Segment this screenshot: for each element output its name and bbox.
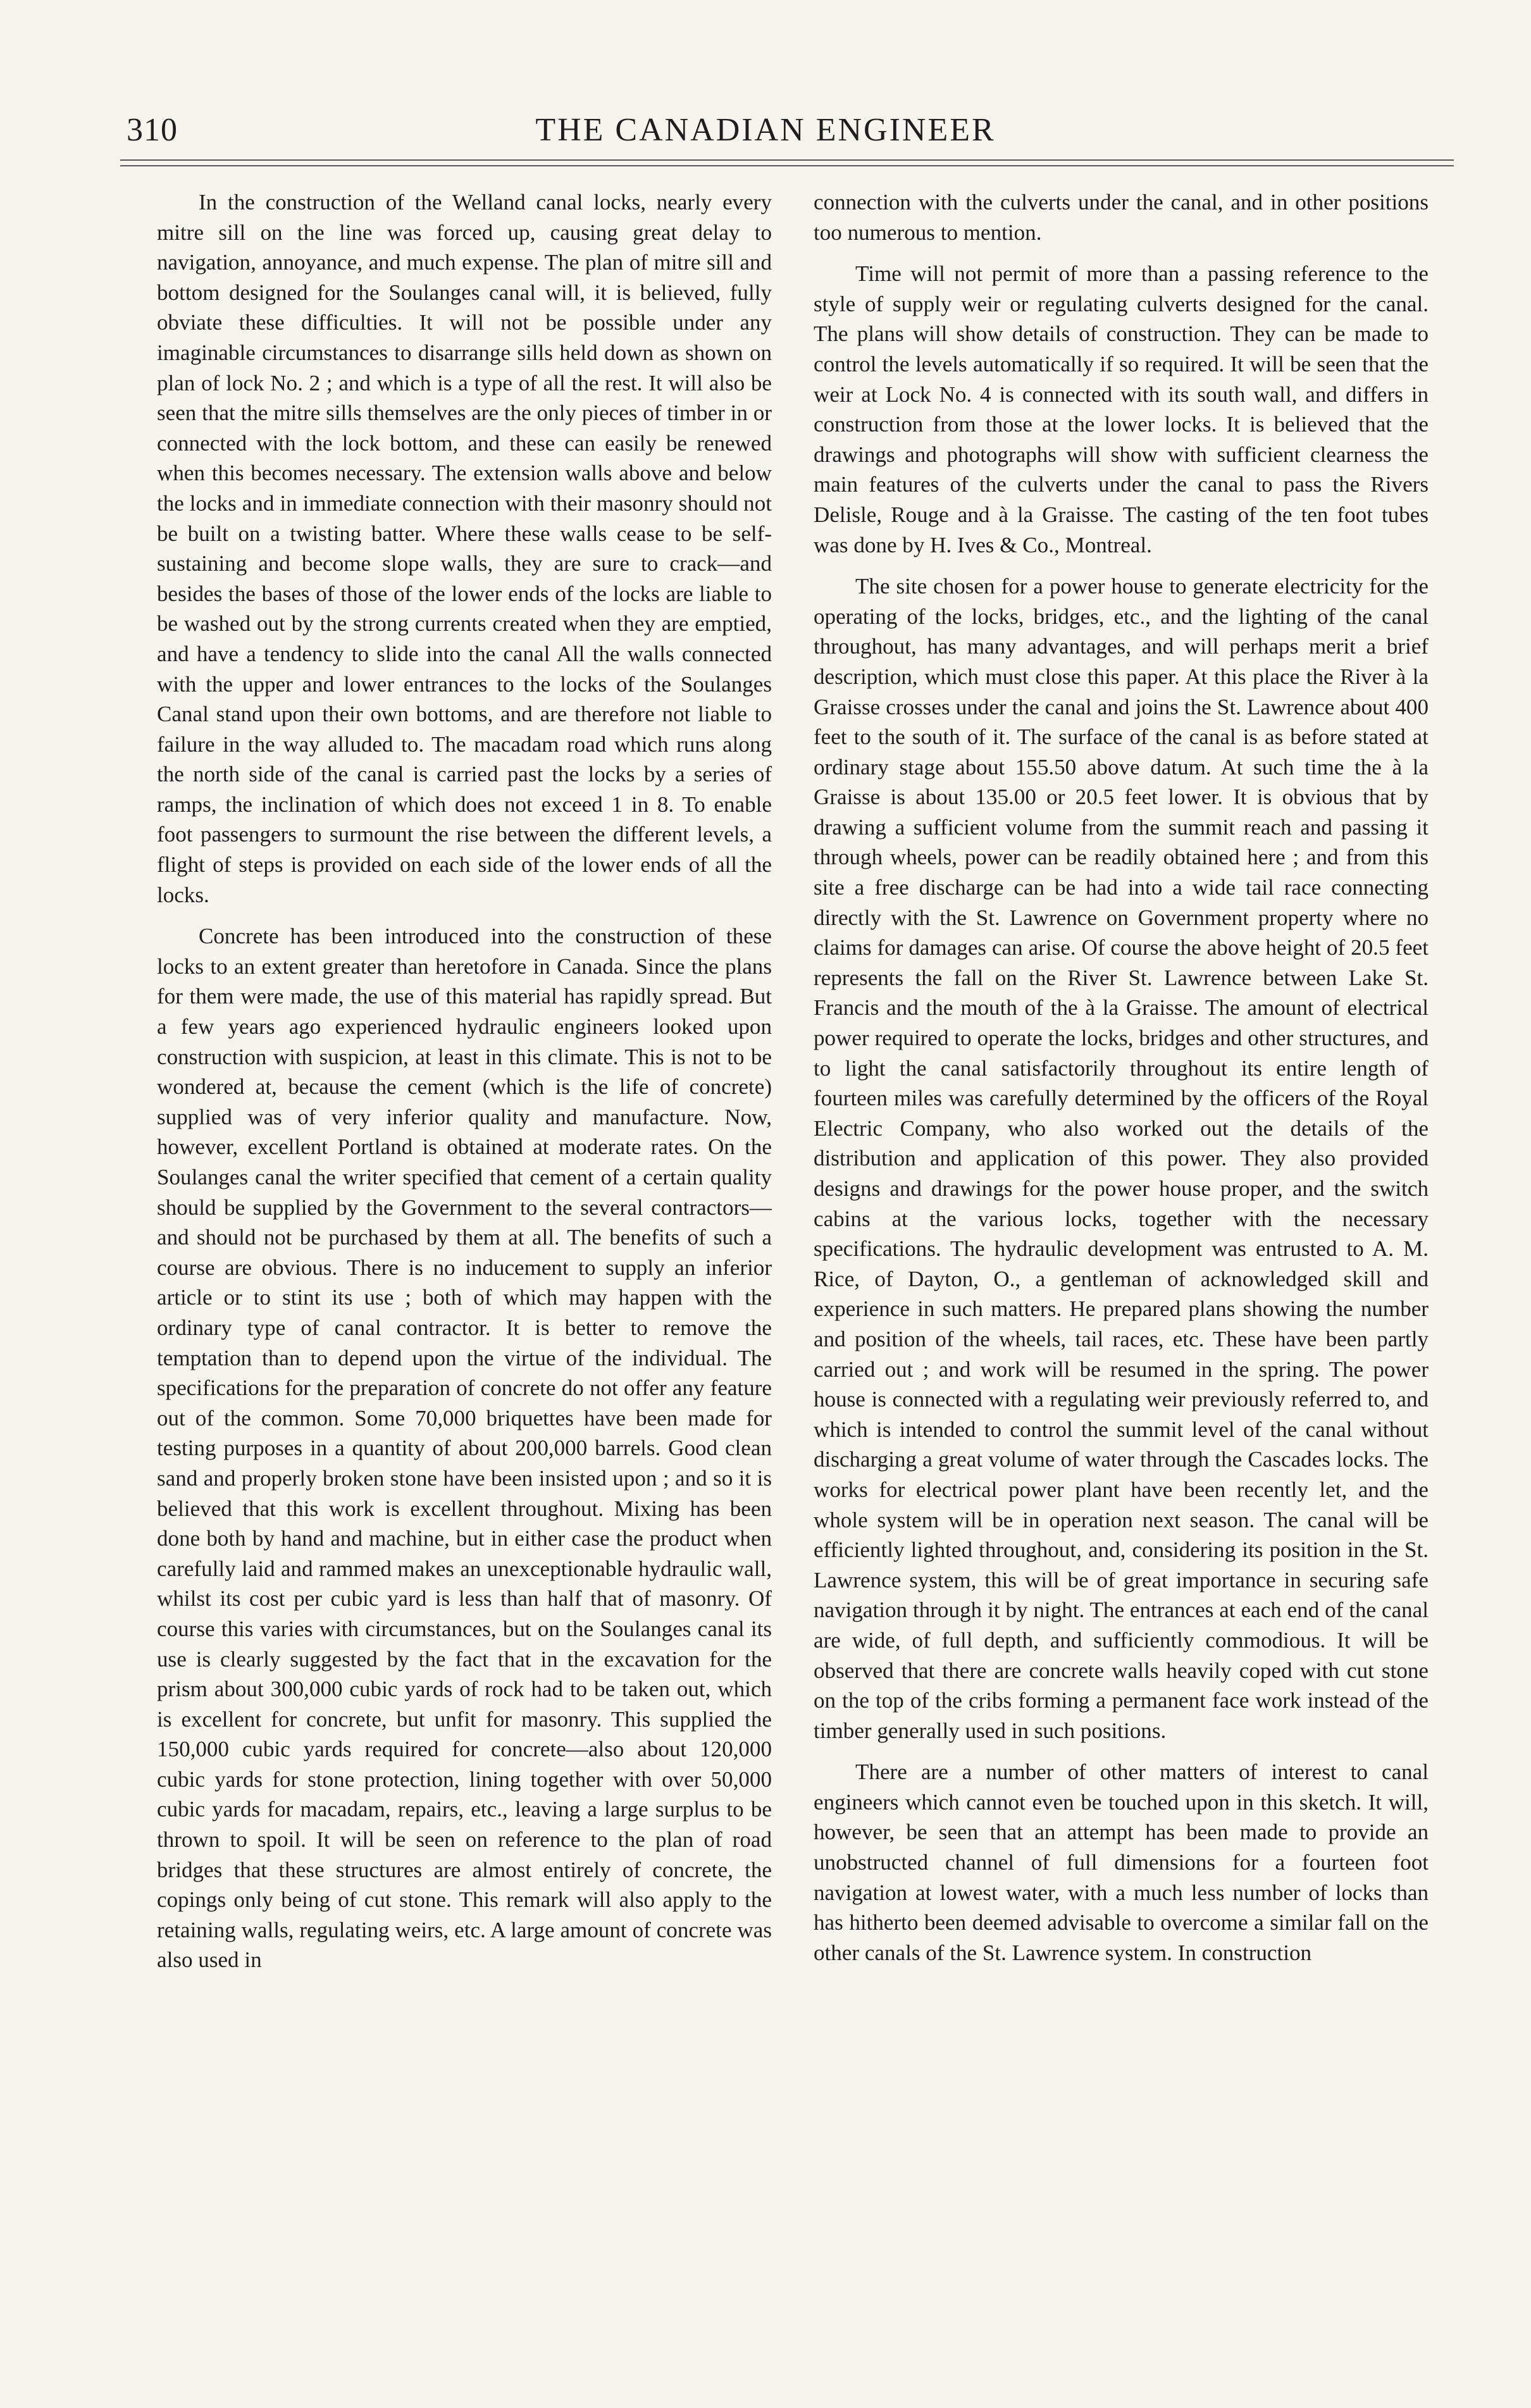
- paragraph: connection with the culverts under the canal, and in other positions too numerous to mention.: [814, 190, 1429, 245]
- page-number: 310: [127, 112, 178, 148]
- running-title: THE CANADIAN ENGINEER: [535, 112, 996, 148]
- paragraph: Time will not permit of more than a passing reference to the style of supply weir or regulating culverts designed for the canal. The plans will show details of construction. They can be made to control the levels automatically if so required. It will be seen that the weir at Lock No. 4 is connected with its south wall, and differs in construction from those at the lower locks. It is believed that the drawings and photographs will show with sufficient clearness the main features of the culverts under the canal to pass the Rivers Delisle, Rouge and à la Graisse. The casting of the ten foot tubes was done by H. Ives & Co., Montreal.: [814, 261, 1429, 557]
- paragraph: There are a number of other matters of interest to canal engineers which cannot even be touched upon in this sketch. It will, however, be seen that an attempt has been made to provide an unobstructed channel of full dimensions for a fourteen foot navigation at lowest water, with a much less number of locks than has hitherto been deemed advisable to overcome a similar fall on the other canals of the St. Lawrence system. In construction: [814, 1759, 1429, 1965]
- paragraph: In the construction of the Welland canal locks, nearly every mitre sill on the line was forced up, causing great delay to navigation, annoyance, and much expense. The plan of mitre sill and bottom designed for the Soulanges canal will, it is believed, fully obviate these difficulties. It will not be possible under any imaginable circumstances to disarrange sills held down as shown on plan of lock No. 2 ; and which is a type of all the rest. It will also be seen that the mitre sills themselves are the only pieces of timber in or connected with the lock bottom, and these can easily be renewed when this becomes necessary. The extension walls above and below the locks and in immediate connection with their masonry should not be built on a twisting batter. Where these walls cease to be self-sustaining and become slope walls, they are sure to crack—and besides the bases of those of the lower ends of the locks are liable to be washed out by the strong currents created when they are emptied, and have a tendency to slide into the canal All the walls connected with the upper and lower entrances to the locks of the Soulanges Canal stand upon their own bottoms, and are therefore not liable to failure in the way alluded to. The macadam road which runs along the north side of the canal is carried past the locks by a series of ramps, the inclination of which does not exceed 1 in 8. To enable foot passengers to surmount the rise between the different levels, a flight of steps is provided on each side of the lower ends of all the locks.: [157, 190, 772, 907]
- header-rule: [120, 159, 1454, 166]
- left-column: [157, 187, 772, 2364]
- paragraph: Concrete has been introduced into the construction of these locks to an extent greater than heretofore in Canada. Since the plans for them were made, the use of this material has rapidly spread. But a few years ago experienced hydraulic engineers looked upon construction with suspicion, at least in this climate. This is not to be wondered at, because the cement (which is the life of concrete) supplied was of very inferior quality and manufacture. Now, however, excellent Portland is obtained at moderate rates. On the Soulanges canal the writer specified that cement of a certain quality should be supplied by the Government to the several contractors—and should not be purchased by them at all. The benefits of such a course are obvious. There is no inducement to supply an inferior article or to stint its use ; both of which may happen with the ordinary type of canal contractor. It is better to remove the temptation than to depend upon the virtue of the individual. The specifications for the preparation of concrete do not offer any feature out of the common. Some 70,000 briquettes have been made for testing purposes in a quantity of about 200,000 barrels. Good clean sand and properly broken stone have been insisted upon ; and so it is believed that this work is excellent throughout. Mixing has been done both by hand and machine, but in either case the product when carefully laid and rammed makes an unexceptionable hydraulic wall, whilst its cost per cubic yard is less than half that of masonry. Of course this varies with circumstances, but on the Soulanges canal its use is clearly suggested by the fact that in the excavation for the prism about 300,000 cubic yards of rock had to be taken out, which is excellent for concrete, but unfit for masonry. This supplied the 150,000 cubic yards required for concrete—also about 120,000 cubic yards for stone protection, lining together with over 50,000 cubic yards for macadam, repairs, etc., leaving a large surplus to be thrown to spoil. It will be seen on reference to the plan of road bridges that these structures are almost entirely of concrete, the copings only being of cut stone. This remark will also apply to the retaining walls, regulating weirs, etc. A large amount of concrete was also used in: [157, 924, 772, 1973]
- paragraph: The site chosen for a power house to generate electricity for the operating of the locks, bridges, etc., and the lighting of the canal throughout, has many advantages, and will perhaps merit a brief description, which must close this paper. At this place the River à la Graisse crosses under the canal and joins the St. Lawrence about 400 feet to the south of it. The surface of the canal is as before stated at ordinary stage about 155.50 above datum. At such time the à la Graisse is about 135.00 or 20.5 feet lower. It is obvious that by drawing a sufficient volume from the summit reach and passing it through wheels, power can be readily obtained here ; and from this site a free discharge can be had into a wide tail race connecting directly with the St. Lawrence on Government property where no claims for damages can arise. Of course the above height of 20.5 feet represents the fall on the River St. Lawrence between Lake St. Francis and the mouth of the à la Graisse. The amount of electrical power required to operate the locks, bridges and other structures, and to light the canal satisfactorily throughout its entire length of fourteen miles was carefully determined by the officers of the Royal Electric Company, who also worked out the details of the distribution and application of this power. They also provided designs and drawings for the power house proper, and the switch cabins at the various locks, together with the necessary specifications. The hydraulic development was entrusted to A. M. Rice, of Dayton, O., a gentleman of acknowledged skill and experience in such matters. He prepared plans showing the number and position of the wheels, tail races, etc. These have been partly carried out ; and work will be resumed in the spring. The power house is connected with a regulating weir previously referred to, and which is intended to control the summit level of the canal without discharging a great volume of water through the Cascades locks. The works for electrical power plant have been recently let, and the whole system will be in operation next season. The canal will be efficiently lighted throughout, and, considering its position in the St. Lawrence system, this will be of great importance in securing safe navigation through it by night. The entrances at each end of the canal are wide, of full depth, and sufficiently commodious. It will be observed that there are concrete walls heavily coped with cut stone on the top of the cribs forming a permanent face work instead of the timber generally used in such positions.: [814, 574, 1429, 1743]
- right-column: [814, 187, 1429, 2364]
